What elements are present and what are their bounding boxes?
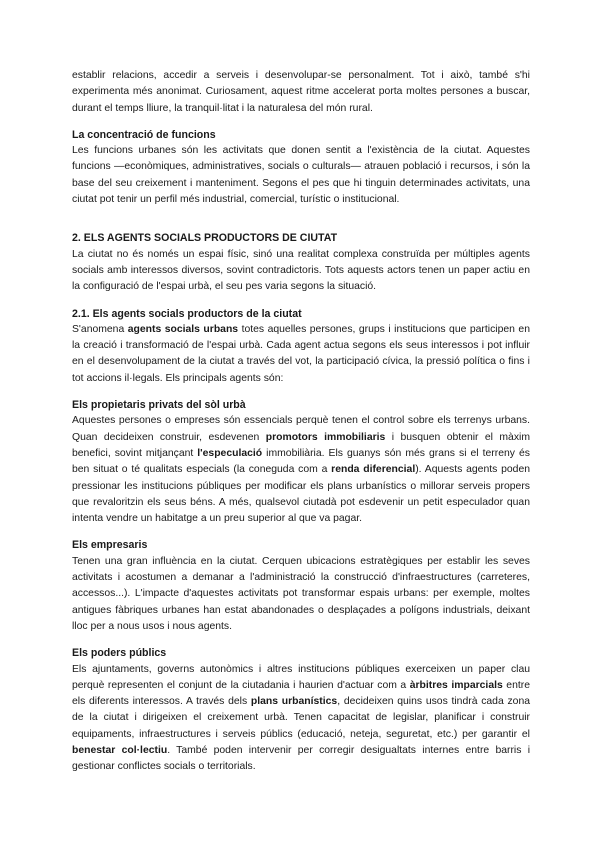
- propietaris-paragraph: [72, 413, 530, 527]
- text-run: S'anomena: [72, 323, 128, 335]
- section-2-1-heading: 2.1. Els agents socials productors de la ciutat: [72, 307, 302, 320]
- bold-term: promotors immobiliaris: [265, 431, 386, 443]
- concentracio-heading: La concentració de funcions: [72, 128, 216, 141]
- text-run: immobiliària. Els guanys són més grans si el terreny és ben situat o té qualitats especials (la coneguda com a: [72, 447, 530, 476]
- concentracio-paragraph: Les funcions urbanes són les activitats que donen sentit a l'existència de la ciutat. Aquestes funcions —econòmiques, administratives, socials o culturals— atrauen població i recursos, i són la base del seu creixement i manteniment. Segons el pes que hi tinguin determinades activitats, una ciutat pot tenir un perfil més industrial, comercial, turístic o institucional.: [72, 145, 530, 206]
- text-run: Els ajuntaments, governs autonòmics i altres institucions públiques exerceixen un paper clau perquè representen el conjunt de la ciutadania i haurien d'actuar com a: [72, 663, 530, 691]
- section-2-paragraph: La ciutat no és només un espai físic, sinó una realitat complexa construïda per múltiples agents socials amb interessos diversos, sovint contradictoris. Tots aquests actors tenen un paper actiu en la configuració de l'espai urbà, el seu pes varia segons la situació.: [72, 248, 530, 293]
- bold-term: l'especulació: [197, 447, 263, 459]
- text-run: entre els diferents interessos. A través dels: [72, 679, 530, 708]
- text-run: Aquestes persones o empreses són essencials perquè tenen el control sobre els terrenys urbans. Quan decideixen construir, esdevenen: [72, 415, 530, 443]
- empresaris-heading: Els empresaris: [72, 539, 148, 552]
- section-2-heading: 2. ELS AGENTS SOCIALS PRODUCTORS DE CIUTAT: [72, 232, 338, 245]
- text-run: totes aquelles persones, grups i institucions que participen en la creació i transformació de l'espai urbà. Cada agent actua segons els seus interessos i pot influir en el desenvolupament de la ciutat a través del vot, la participació cívica, la pressió política o fins i tot accions il·legals. Els principals agents són:: [72, 323, 530, 384]
- bold-term: àrbitres imparcials: [409, 679, 503, 691]
- bold-term: renda diferencial: [331, 464, 416, 476]
- poders-paragraph: [72, 662, 530, 776]
- text-run: i busquen obtenir el màxim benefici, sovint mitjançant: [72, 431, 530, 459]
- section-2-1-paragraph: [72, 322, 530, 387]
- poders-heading: Els poders públics: [72, 647, 167, 660]
- bold-term: plans urbanístics: [250, 696, 338, 708]
- intro-paragraph: establir relacions, accedir a serveis i desenvolupar-se personalment. Tot i això, també s'hi experimenta més anonimat. Curiosament, aquest ritme accelerat porta moltes persones a buscar, durant el temps lliure, la tranquil·litat i la naturalesa del món rural.: [72, 70, 530, 114]
- empresaris-paragraph: Tenen una gran influència en la ciutat. Cerquen ubicacions estratègiques per establir les seves activitats i acostumen a demanar a l'administració la construcció d'infraestructures (carreteres, accessos...). L'impacte d'aquestes activitats pot transformar espais urbans: per exemple, moltes antigues fàbriques urbanes han estat abandonades o desplaçades a polígons industrials, deixant lloc per a nous usos i nous agents.: [72, 555, 530, 632]
- text-run: . També poden intervenir per corregir desigualtats internes entre barris i gestionar conflictes socials o territorials.: [72, 744, 531, 773]
- text-run: , decideixen quins usos tindrà cada zona de la ciutat i dirigeixen el creixement urbà. Tenen capacitat de legislar, planificar i construir equipaments, infraestructures i serveis públics (educació, neteja, seguretat, etc.) per garantir el: [72, 696, 531, 740]
- bold-term: benestar col·lectiu: [72, 744, 168, 756]
- text-run: ). Aquests agents poden pressionar les institucions públiques per modificar els plans urbanístics o millorar serveis propers que revaloritzin els seus béns. A més, qualsevol ciutadà pot esdevenir un petit especulador quan intenta vendre un habitatge a un preu superior al que va pagar.: [72, 464, 531, 525]
- propietaris-heading: Els propietaris privats del sòl urbà: [72, 399, 246, 412]
- bold-term: agents socials urbans: [127, 323, 239, 335]
